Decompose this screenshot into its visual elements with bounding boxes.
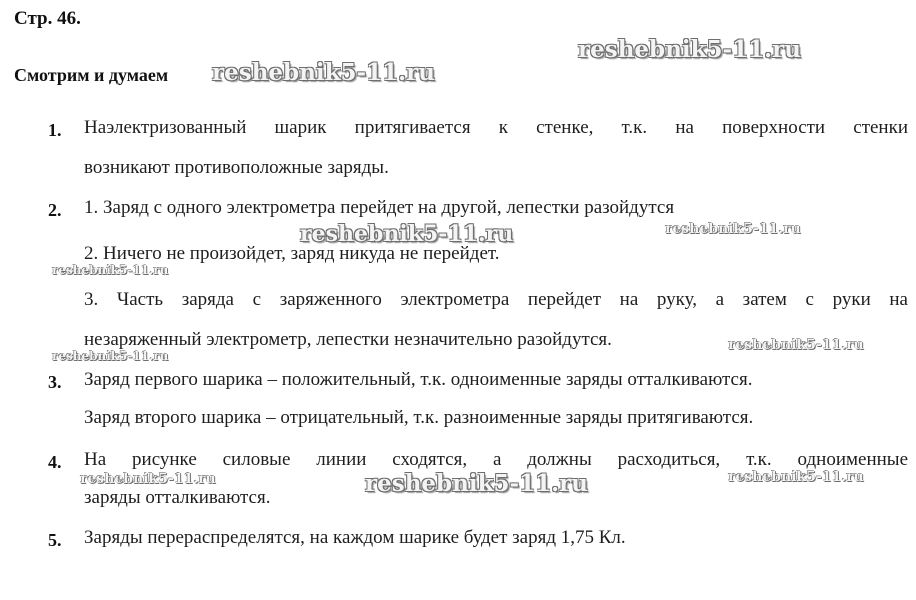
- item-number: 1.: [48, 120, 62, 140]
- item-number: 4.: [48, 452, 62, 472]
- item-number: 2.: [48, 200, 62, 220]
- item-number: 3.: [48, 372, 62, 392]
- watermark: reshebnik5-11.ru: [665, 221, 801, 237]
- item-line: Наэлектризованный шарик притягивается к стенке, т.к. на поверхности стенки: [84, 117, 908, 138]
- item-line: Заряды перераспределятся, на каждом шарике будет заряд 1,75 Кл.: [84, 527, 626, 548]
- watermark: reshebnik5-11.ru: [578, 36, 801, 63]
- watermark: reshebnik5-11.ru: [212, 59, 435, 86]
- item-line: Заряд первого шарика – положительный, т.к. одноименные заряды отталкиваются.: [84, 369, 753, 390]
- item-line: возникают противоположные заряды.: [84, 157, 389, 178]
- watermark: reshebnik5-11.ru: [52, 263, 169, 277]
- watermark: reshebnik5-11.ru: [80, 471, 216, 487]
- item-line: Заряд второго шарика – отрицательный, т.к. разноименные заряды притягиваются.: [84, 407, 754, 428]
- item-number: 5.: [48, 530, 62, 550]
- page-reference: Стр. 46.: [14, 8, 81, 29]
- watermark: reshebnik5-11.ru: [52, 349, 169, 363]
- watermark: reshebnik5-11.ru: [728, 469, 864, 485]
- watermark: reshebnik5-11.ru: [728, 337, 864, 353]
- watermark: reshebnik5-11.ru: [300, 221, 514, 247]
- item-line: На рисунке силовые линии сходятся, а должны расходиться, т.к. одноименные: [84, 449, 908, 470]
- item-line: 1. Заряд с одного электрометра перейдет на другой, лепестки разойдутся: [84, 197, 675, 218]
- section-title: Смотрим и думаем: [14, 65, 169, 85]
- item-line: незаряженный электрометр, лепестки незначительно разойдутся.: [84, 329, 612, 350]
- item-line: заряды отталкиваются.: [84, 487, 271, 508]
- watermark: reshebnik5-11.ru: [365, 470, 588, 497]
- item-line: 2. Ничего не произойдет, заряд никуда не перейдет.: [84, 243, 500, 264]
- item-line: 3. Часть заряда с заряженного электрометра перейдет на руку, а затем с руки на: [84, 289, 908, 310]
